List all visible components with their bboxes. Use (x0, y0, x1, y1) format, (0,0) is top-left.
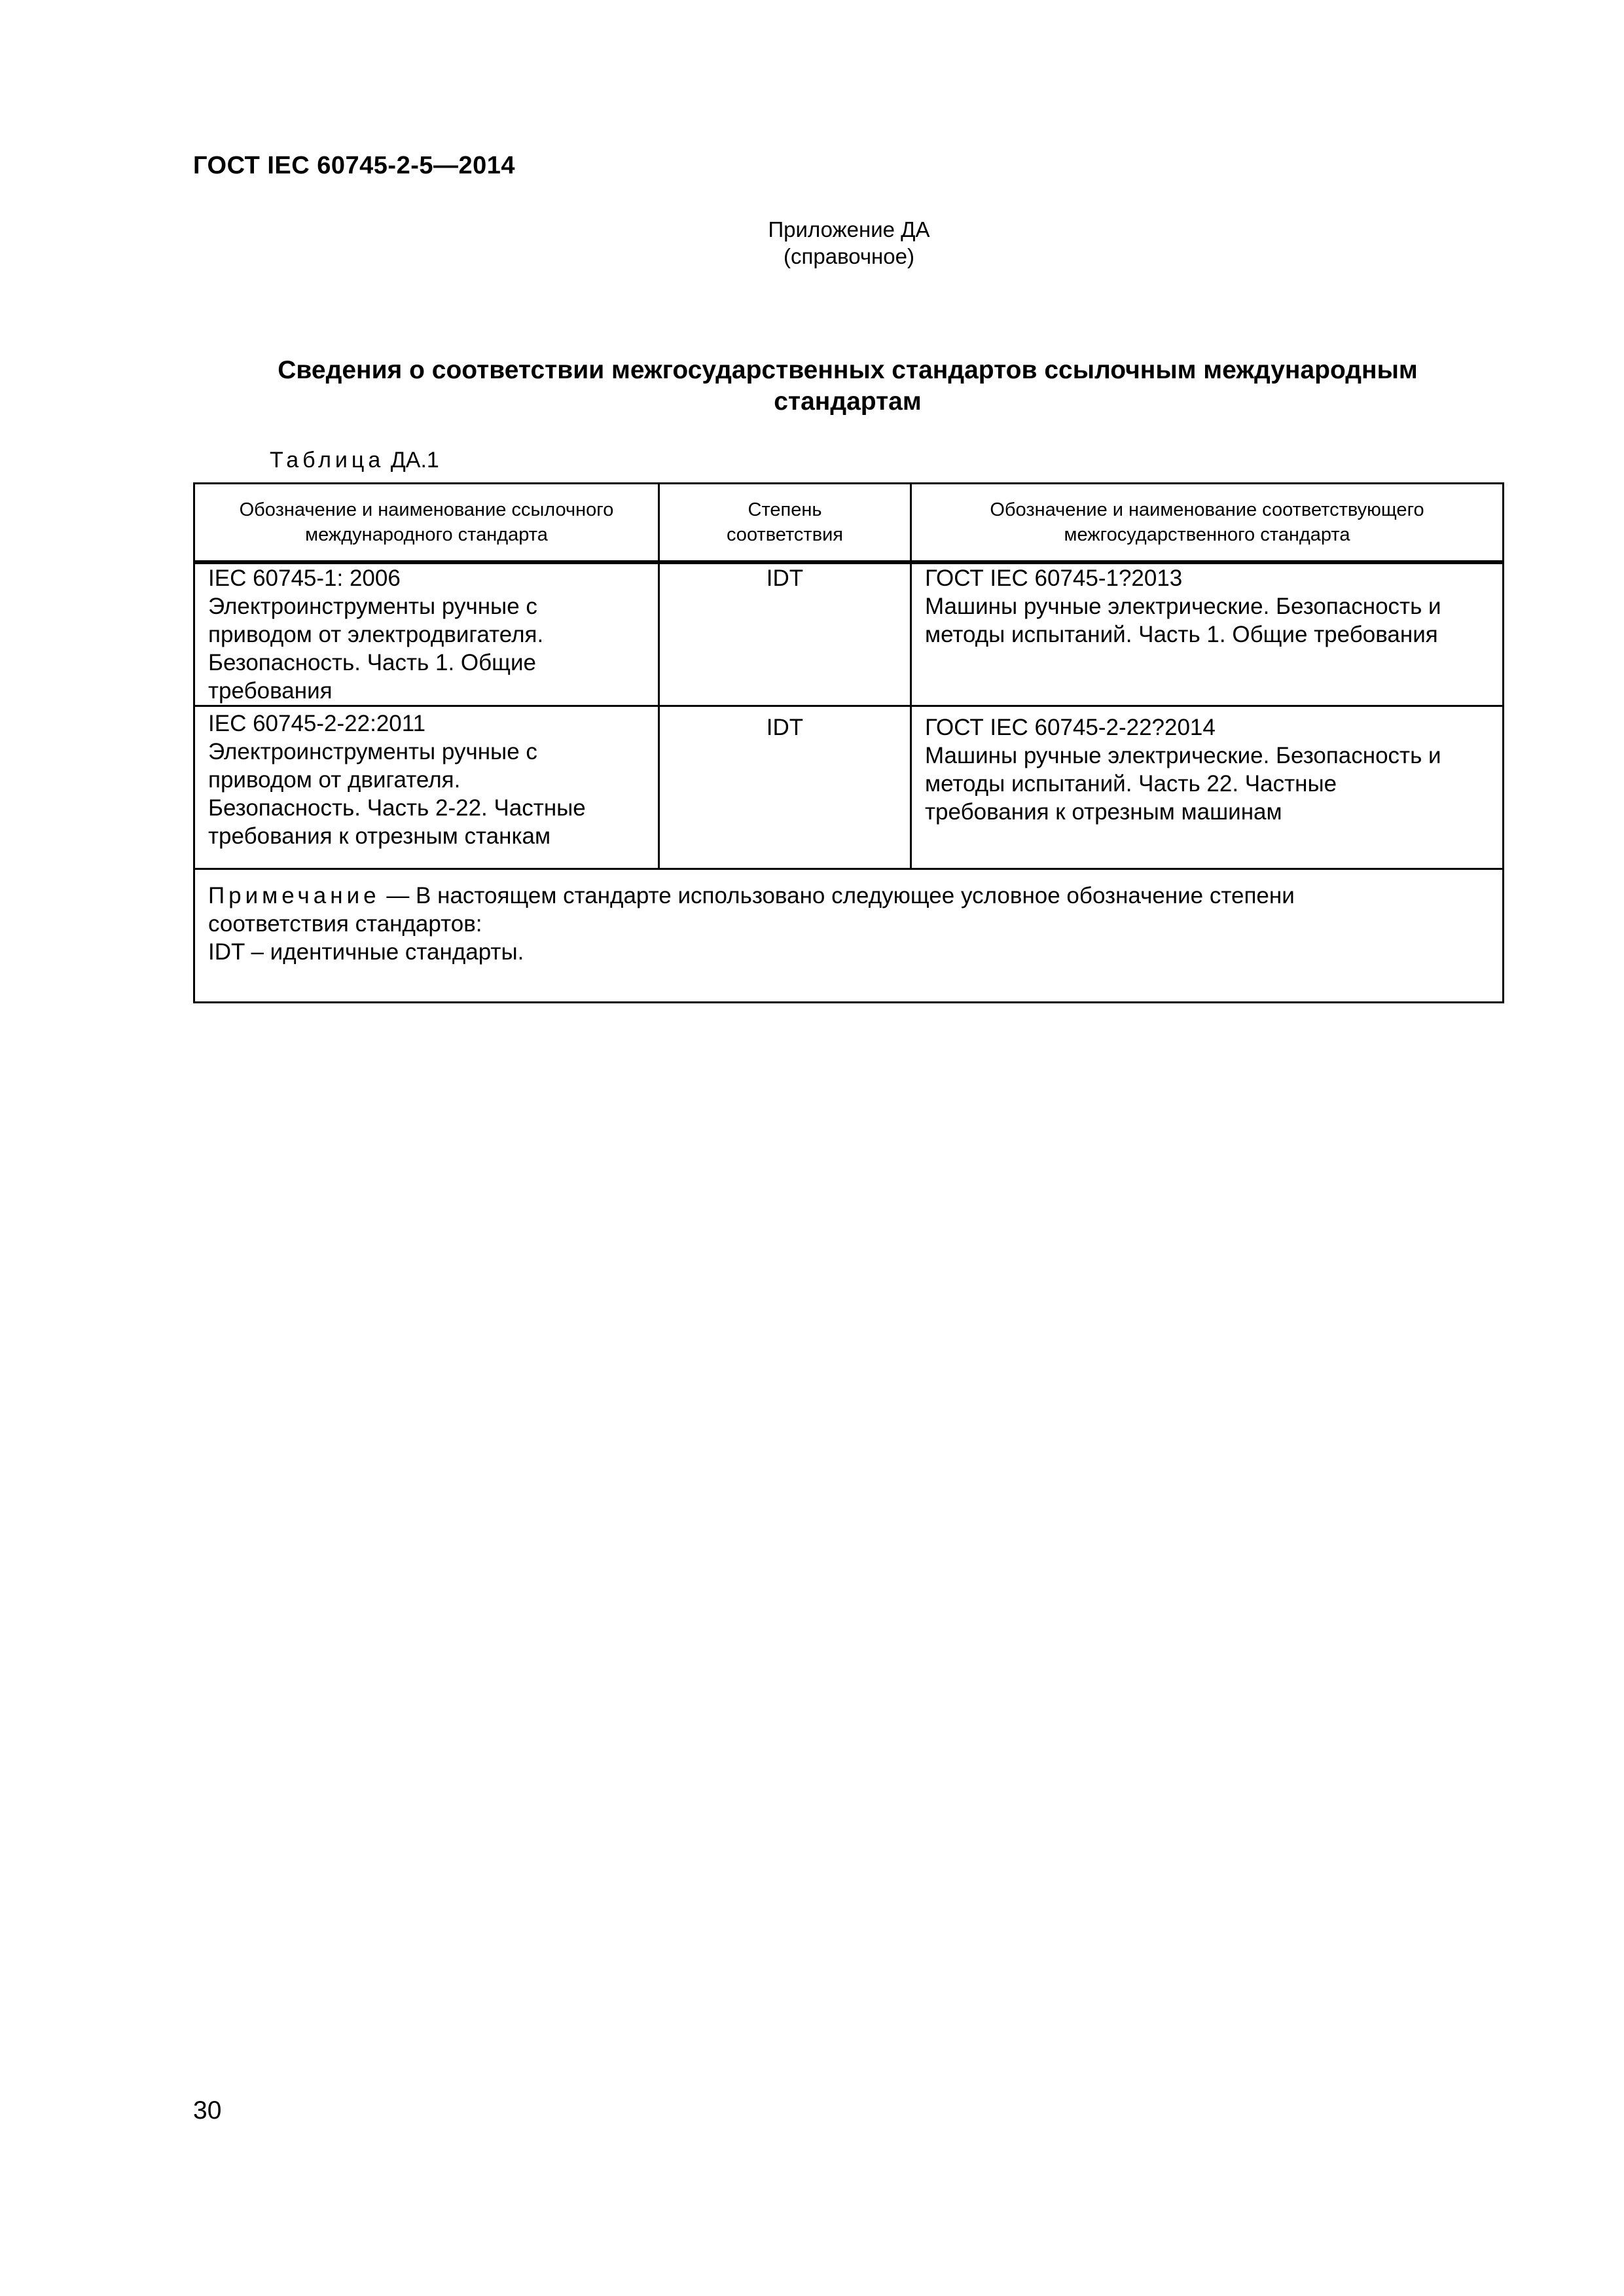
standards-table (193, 482, 1504, 1003)
table-note: Примечание — В настоящем стандарте использовано следующее условное обозначение степени соответствия стандартов: IDT – идентичные стандарты. (194, 869, 1504, 1003)
section-title (193, 355, 1502, 418)
note-label: Примечание (208, 883, 380, 908)
table-row (194, 706, 1504, 869)
appendix-kind: (справочное) (784, 244, 914, 268)
table-caption (270, 448, 439, 473)
header-reference-standard: Обозначение и наименование ссылочного международного стандарта (194, 484, 659, 563)
table-row (194, 562, 1504, 706)
section-title-line-2: стандартам (774, 387, 922, 416)
table-header-row (194, 484, 1504, 563)
interstate-standard-cell: ГОСТ IEC 60745-1?2013 Машины ручные электрические. Безопасность и методы испытаний. Часть 1. Общие требования (911, 562, 1504, 706)
table-caption-number: ДА.1 (390, 448, 439, 473)
degree-cell: IDT (659, 706, 911, 869)
table-caption-word: Таблица (270, 448, 385, 473)
section-title-line-1: Сведения о соответствии межгосударственных стандартов ссылочным международным (278, 356, 1418, 384)
header-degree: Степень соответствия (659, 484, 911, 563)
appendix-heading (0, 216, 1624, 270)
document-code: ГОСТ IEC 60745-2-5—2014 (193, 152, 516, 179)
table-note-row (194, 869, 1504, 1003)
interstate-standard-cell: ГОСТ IEC 60745-2-22?2014 Машины ручные электрические. Безопасность и методы испытаний. Часть 22. Частные требования к отрезным машинам (911, 706, 1504, 869)
reference-standard-cell: IEC 60745-1: 2006 Электроинструменты ручные с приводом от электродвигателя. Безопасность. Часть 1. Общие требования (194, 562, 659, 706)
header-interstate-standard: Обозначение и наименование соответствующего межгосударственного стандарта (911, 484, 1504, 563)
reference-standard-cell: IEC 60745-2-22:2011 Электроинструменты ручные с приводом от двигателя. Безопасность. Часть 2-22. Частные требования к отрезным станкам (194, 706, 659, 869)
degree-cell: IDT (659, 562, 911, 706)
page-number: 30 (193, 2096, 222, 2125)
appendix-label: Приложение ДА (768, 217, 930, 242)
